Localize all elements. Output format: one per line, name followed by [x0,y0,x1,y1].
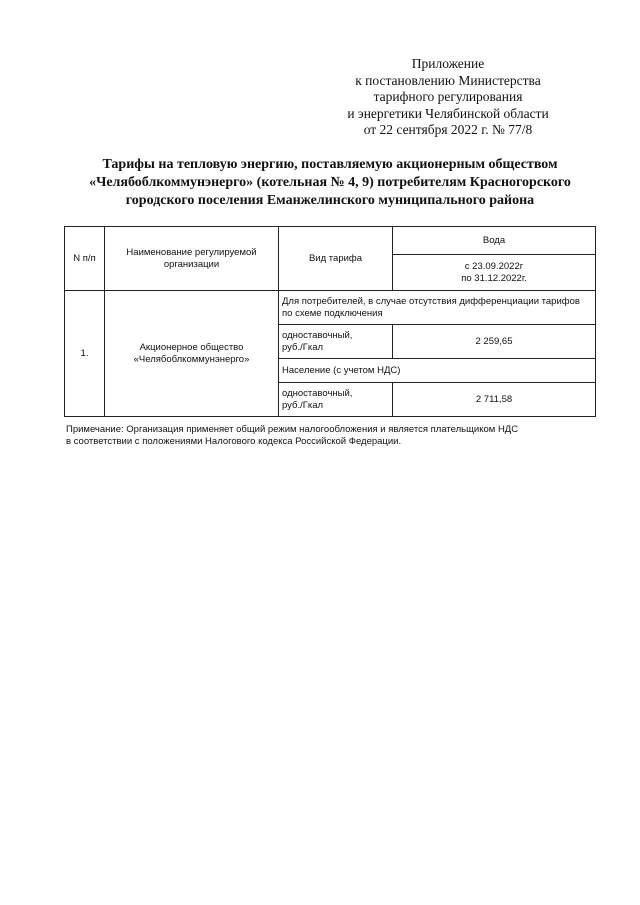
appendix-line-3: тарифного регулирования [373,89,523,104]
header-org: Наименование регулируемой организации [105,227,279,291]
tariff-type-general-line-1: одноставочный, [282,329,353,341]
header-tariff-type: Вид тарифа [279,227,393,291]
title-line-3: городского поселения Еманжелинского муниципального района [125,193,535,208]
footnote-line-2: в соответствии с положениями Налогового кодекса Российской Федерации. [66,436,402,447]
group-general-consumers: Для потребителей, в случае отсутствия дифференциации тарифов по схеме подключения [279,291,596,325]
tariff-table [64,226,596,417]
footnote-line-1: Примечание: Организация применяет общий режим налогообложения и является плательщиком НДС [66,424,519,435]
tariff-type-general [279,325,393,359]
tariff-type-population-line-2: руб./Гкал [282,399,324,411]
tariff-type-general-line-2: руб./Гкал [282,341,324,353]
appendix-header [318,56,578,139]
footnote [66,424,586,448]
tariff-type-population-line-1: одноставочный, [282,387,353,399]
period-to: по 31.12.2022г. [461,272,527,284]
title-line-2: «Челябоблкоммунэнерго» (котельная № 4, 9) потребителям Красногорского [89,175,571,190]
header-num: N п/п [65,227,105,291]
row-num: 1. [65,291,105,417]
header-period [393,255,596,291]
appendix-line-5: от 22 сентября 2022 г. № 77/8 [363,122,533,137]
appendix-line-2: к постановлению Министерства [355,72,541,88]
title-line-1: Тарифы на тепловую энергию, поставляемую акционерным обществом [102,157,558,172]
header-water: Вода [393,227,596,255]
tariff-type-population [279,383,393,417]
document-title [60,156,600,210]
tariff-value-general: 2 259,65 [393,325,596,359]
table-row [65,291,596,325]
appendix-line-4: и энергетики Челябинской области [347,105,549,121]
appendix-line-1: Приложение [411,56,485,71]
org-line-2: «Челябоблкоммунэнерго» [133,353,250,365]
row-org [105,291,279,417]
period-from: с 23.09.2022г [464,260,524,272]
org-line-1: Акционерное общество [139,341,244,353]
group-population: Население (с учетом НДС) [279,359,596,383]
tariff-value-population: 2 711,58 [393,383,596,417]
